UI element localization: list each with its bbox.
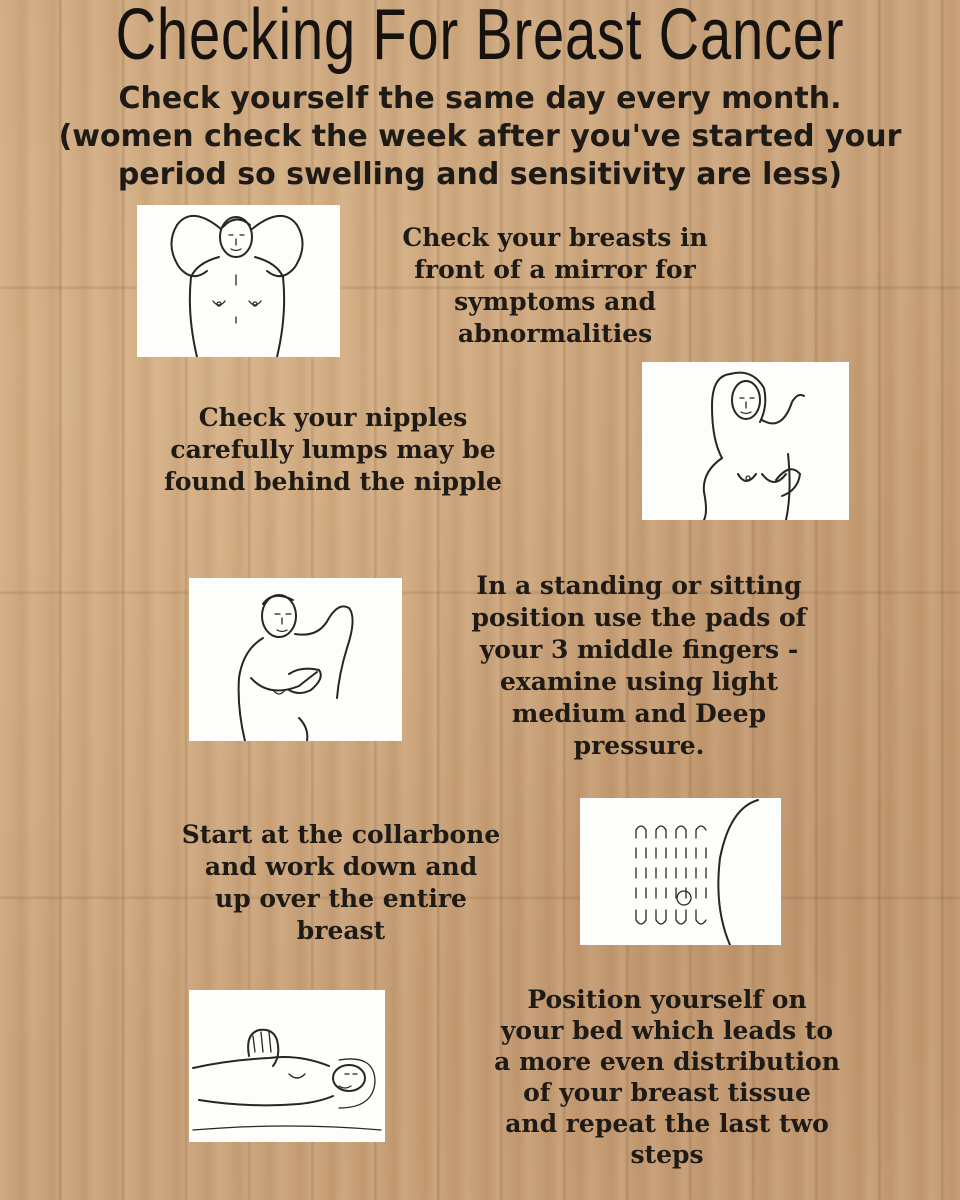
step-text-line: and work down and <box>204 852 478 881</box>
step-text-line: of your breast tissue <box>523 1078 811 1107</box>
step-2-text <box>130 402 536 498</box>
step-text-line: abnormalities <box>457 319 653 348</box>
man-hands-behind-head-illustration <box>137 205 340 357</box>
step-text-line: found behind the nipple <box>164 467 502 496</box>
step-text-line: Start at the collarbone <box>181 820 501 849</box>
page-title: Checking For Breast Cancer <box>115 0 845 75</box>
step-text-line: a more even distribution <box>494 1047 840 1076</box>
step-text-line: front of a mirror for <box>414 255 696 284</box>
step-text-line: medium and Deep <box>511 699 767 728</box>
woman-checking-nipple-illustration <box>642 362 849 520</box>
subtitle <box>40 80 920 194</box>
step-text-line: carefully lumps may be <box>170 435 496 464</box>
step-text-line: position use the pads of <box>471 603 807 632</box>
step-text-line: up over the entire <box>215 884 467 913</box>
step-text-line: your bed which leads to <box>500 1016 834 1045</box>
subtitle-line: period so swelling and sensitivity are less) <box>117 157 843 192</box>
step-text-line: and repeat the last two <box>505 1109 829 1138</box>
subtitle-line: Check yourself the same day every month. <box>118 81 842 116</box>
step-text-line: Position yourself on <box>527 985 807 1014</box>
step-5-text <box>480 984 854 1170</box>
step-text-line: pressure. <box>573 731 705 760</box>
step-text-line: Check your breasts in <box>402 223 708 252</box>
step-3-text <box>455 570 823 762</box>
step-text-line: your 3 middle fingers - <box>479 635 799 664</box>
step-1-text <box>375 222 735 350</box>
step-text-line: examine using light <box>499 667 779 696</box>
step-text-line: steps <box>630 1140 704 1169</box>
breast-exam-pattern-diagram <box>580 798 781 945</box>
step-text-line: breast <box>296 916 386 945</box>
step-text-line: symptoms and <box>454 287 656 316</box>
subtitle-line: (women check the week after you've started your <box>58 119 902 154</box>
man-examining-chest-illustration <box>189 578 402 741</box>
step-4-text <box>158 819 524 947</box>
step-text-line: Check your nipples <box>198 403 468 432</box>
step-text-line: In a standing or sitting <box>476 571 802 600</box>
person-lying-on-bed-illustration <box>189 990 385 1142</box>
